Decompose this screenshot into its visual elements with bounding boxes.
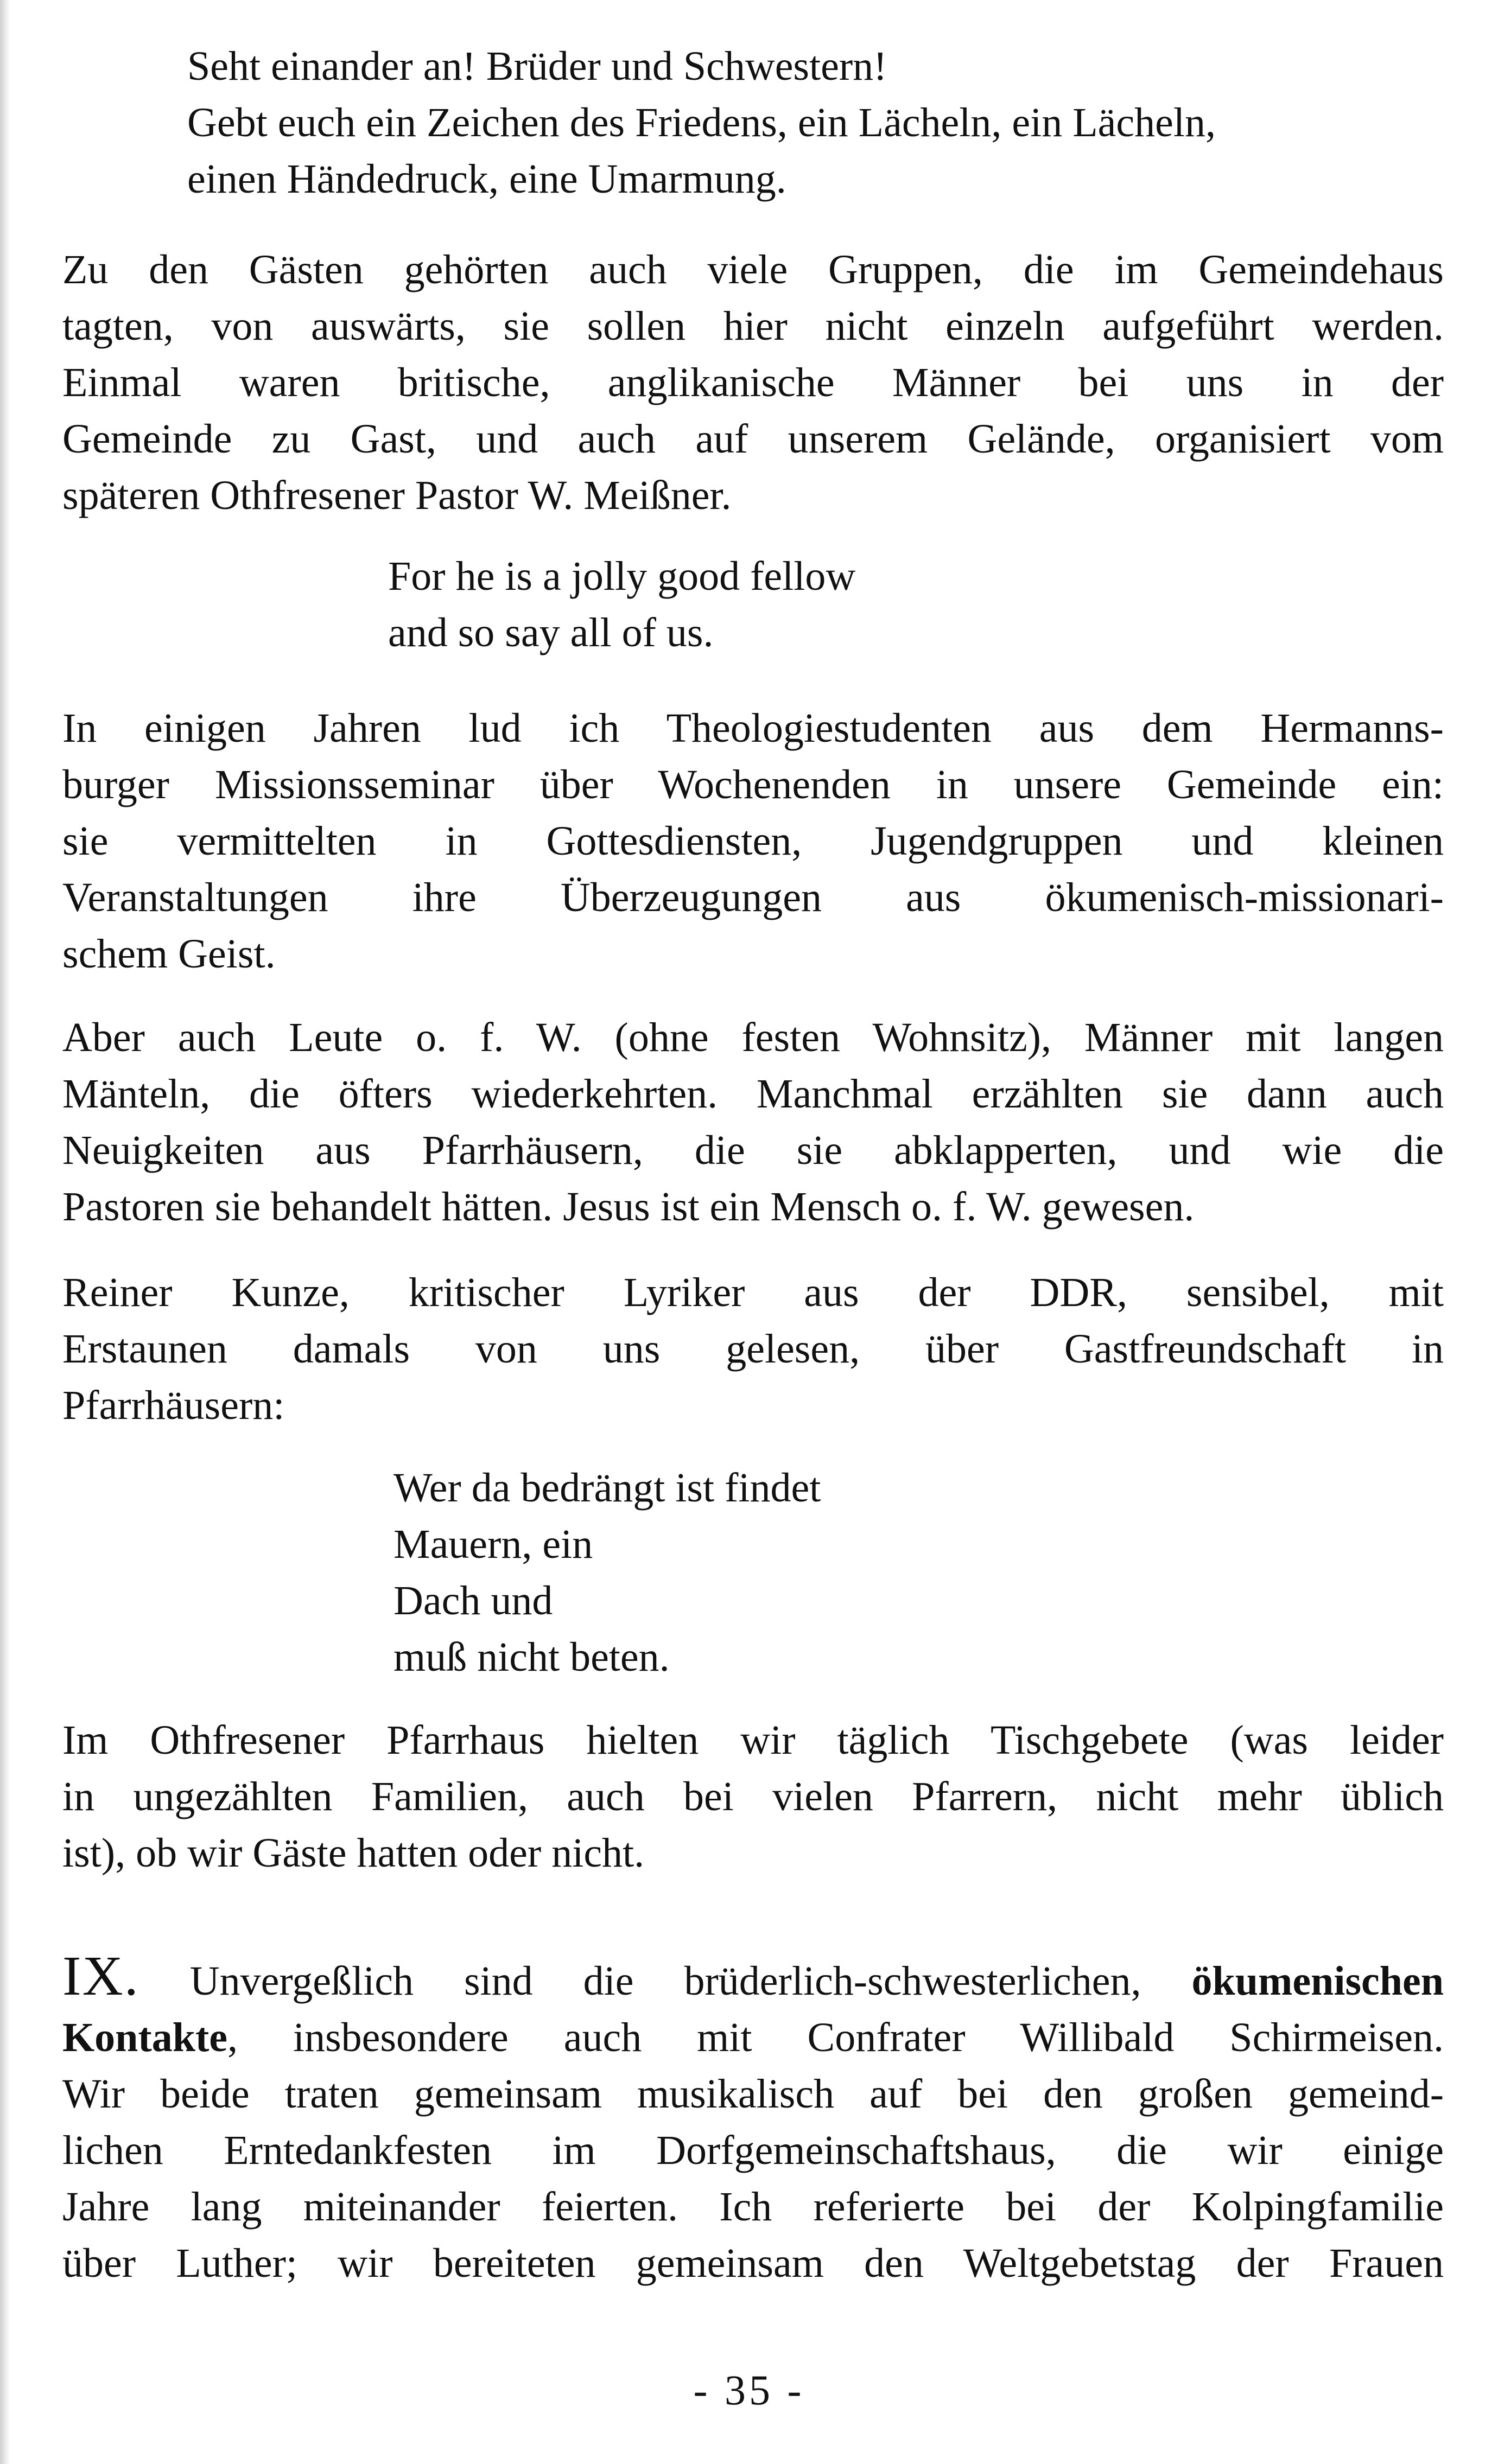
- text-line: lichen Erntedankfesten im Dorfgemeinschaftshaus, die wir einige: [62, 2128, 1444, 2173]
- text-line: über Luther; wir bereiteten gemeinsam den Weltgebetstag der Frauen: [62, 2240, 1444, 2286]
- text-line: Im Othfresener Pfarrhaus hielten wir täglich Tischgebete (was leider: [62, 1717, 1444, 1763]
- verse-line: Seht einander an! Brüder und Schwestern!: [187, 43, 887, 89]
- text-line: Gemeinde zu Gast, und auch auf unserem Gelände, organisiert vom: [62, 416, 1444, 462]
- text-fragment: , insbesondere auch mit Confrater Willibald Schirmeisen.: [227, 2015, 1444, 2060]
- paragraph-table-prayers: [62, 1712, 1444, 1881]
- text-line: burger Missionsseminar über Wochenenden in unsere Gemeinde ein:: [62, 762, 1444, 807]
- text-line: Einmal waren britische, anglikanische Männer bei uns in der: [62, 360, 1444, 405]
- text-line: Mänteln, die öfters wiederkehrten. Manchmal erzählten sie dann auch: [62, 1071, 1444, 1117]
- verse-line: and so say all of us.: [388, 610, 714, 655]
- page-number: - 35 -: [693, 2366, 805, 2414]
- text-line: Pfarrhäusern:: [62, 1383, 285, 1428]
- emphasis-text: Kontakte: [62, 2015, 227, 2060]
- section-first-line: [62, 1945, 1444, 2009]
- text-line: in ungezählten Familien, auch bei vielen Pfarrern, nicht mehr üblich: [62, 1774, 1444, 1819]
- text-line: Veranstaltungen ihre Überzeugungen aus ökumenisch-missionari-: [62, 875, 1444, 920]
- text-line: Pastoren sie behandelt hätten. Jesus ist ein Mensch o. f. W. gewesen.: [62, 1184, 1195, 1230]
- text-line: In einigen Jahren lud ich Theologiestudenten aus dem Hermanns-: [62, 705, 1444, 751]
- verse-kunze-poem: [393, 1460, 821, 1685]
- text-line: schem Geist.: [62, 931, 276, 977]
- paragraph-theology-students: [62, 700, 1444, 982]
- verse-line: Gebt euch ein Zeichen des Friedens, ein Lächeln, ein Lächeln,: [187, 100, 1216, 145]
- paragraph-guests: [62, 241, 1444, 524]
- emphasis-text: ökumenischen: [1191, 1958, 1444, 2004]
- text-line: ist), ob wir Gäste hatten oder nicht.: [62, 1830, 645, 1876]
- section-second-line: [62, 2009, 1444, 2066]
- verse-jolly-good-fellow: [388, 548, 855, 661]
- section-intro-text: Unvergeßlich sind die brüderlich-schwesterlichen,: [189, 1958, 1141, 2004]
- verse-line: einen Händedruck, eine Umarmung.: [187, 156, 786, 202]
- verse-line: muß nicht beten.: [393, 1634, 670, 1680]
- verse-peace-greeting: [187, 38, 1216, 207]
- text-line: Erstaunen damals von uns gelesen, über Gastfreundschaft in: [62, 1326, 1444, 1372]
- verse-line: Dach und: [393, 1578, 553, 1623]
- text-line: späteren Othfresener Pastor W. Meißner.: [62, 473, 732, 518]
- text-line: Zu den Gästen gehörten auch viele Gruppen, die im Gemeindehaus: [62, 247, 1444, 292]
- verse-line: Wer da bedrängt ist findet: [393, 1465, 821, 1511]
- section-ix-ecumenical-contacts: [62, 1945, 1444, 2291]
- text-line: Neuigkeiten aus Pfarrhäusern, die sie abklapperten, und wie die: [62, 1128, 1444, 1173]
- scan-edge-shadow: [0, 0, 10, 2464]
- paragraph-reiner-kunze: [62, 1264, 1444, 1434]
- text-line: Aber auch Leute o. f. W. (ohne festen Wohnsitz), Männer mit langen: [62, 1015, 1444, 1060]
- text-line: Wir beide traten gemeinsam musikalisch auf bei den großen gemeind-: [62, 2071, 1444, 2117]
- paragraph-without-residence: [62, 1009, 1444, 1235]
- text-line: tagten, von auswärts, sie sollen hier nicht einzeln aufgeführt werden.: [62, 303, 1444, 349]
- text-line: sie vermittelten in Gottesdiensten, Jugendgruppen und kleinen: [62, 818, 1444, 864]
- text-line: Reiner Kunze, kritischer Lyriker aus der DDR, sensibel, mit: [62, 1270, 1444, 1315]
- verse-line: Mauern, ein: [393, 1521, 593, 1567]
- text-line: Jahre lang miteinander feierten. Ich referierte bei der Kolpingfamilie: [62, 2184, 1444, 2230]
- verse-line: For he is a jolly good fellow: [388, 553, 856, 599]
- section-number: IX.: [62, 1945, 139, 2007]
